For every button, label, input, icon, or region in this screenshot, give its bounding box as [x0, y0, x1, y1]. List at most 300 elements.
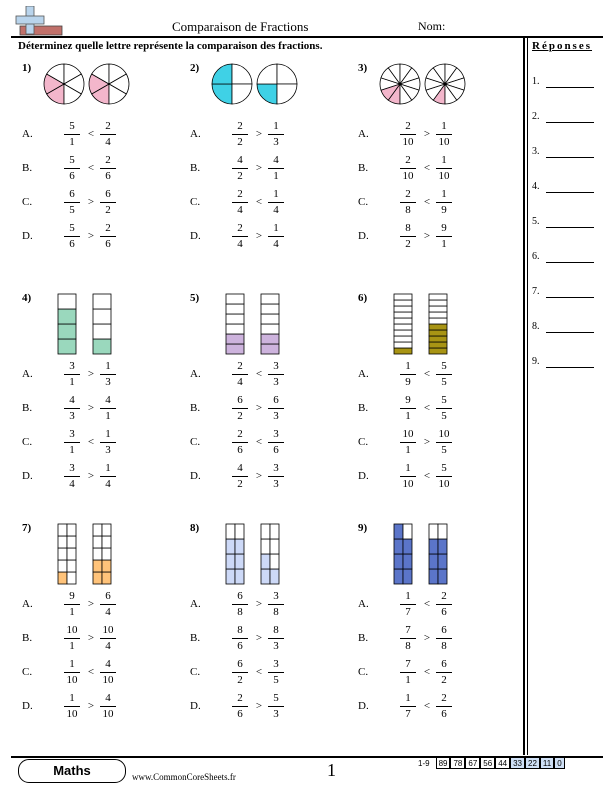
- cell: [102, 524, 111, 536]
- choice-letter: D.: [358, 230, 369, 242]
- numerator: 7: [400, 658, 416, 673]
- right-fraction: [100, 120, 116, 149]
- numerator: 2: [400, 154, 416, 169]
- cell: [261, 324, 279, 334]
- shaded-cell: [403, 539, 412, 554]
- choice-d: [358, 462, 518, 492]
- cell: [270, 524, 279, 539]
- page-title: Comparaison de Fractions: [172, 19, 309, 34]
- numerator: 1: [436, 120, 452, 135]
- choice-c: [358, 658, 518, 688]
- denominator: 6: [273, 444, 279, 456]
- numerator: 5: [64, 120, 80, 135]
- denominator: 6: [441, 708, 447, 720]
- denominator: 1: [69, 136, 75, 148]
- numerator: 2: [400, 120, 416, 135]
- comparison-operator: <: [255, 666, 263, 678]
- right-fraction: [100, 394, 116, 423]
- numerator: 1: [400, 590, 416, 605]
- denominator: 2: [441, 674, 447, 686]
- right-fraction: [100, 692, 116, 721]
- denominator: 5: [441, 444, 447, 456]
- cell: [67, 560, 76, 572]
- numerator: 1: [64, 692, 80, 707]
- problem-number: 4): [22, 292, 32, 304]
- shaded-cell: [58, 309, 76, 324]
- left-fraction: [64, 154, 80, 183]
- answer-number: 4.: [532, 181, 540, 192]
- choice-letter: A.: [190, 368, 201, 380]
- numerator: 6: [100, 590, 116, 605]
- comparison-operator: <: [255, 196, 263, 208]
- shaded-cell: [93, 572, 102, 584]
- cell: [102, 548, 111, 560]
- shaded-cell: [235, 539, 244, 554]
- left-fraction: [64, 462, 80, 491]
- numerator: 2: [232, 222, 248, 237]
- denominator: 2: [237, 410, 243, 422]
- left-fraction: [232, 428, 248, 457]
- cell: [67, 572, 76, 584]
- cell: [226, 324, 244, 334]
- left-fraction: [64, 360, 80, 389]
- numerator: 1: [436, 188, 452, 203]
- cell: [394, 318, 412, 324]
- shaded-cell: [235, 569, 244, 584]
- denominator: 1: [405, 674, 411, 686]
- comparison-operator: >: [255, 700, 263, 712]
- denominator: 5: [441, 410, 447, 422]
- numerator: 8: [268, 624, 284, 639]
- shaded-cell: [93, 339, 111, 354]
- numerator: 4: [100, 394, 116, 409]
- score-cell: 78: [450, 757, 465, 769]
- comparison-operator: <: [255, 436, 263, 448]
- problem-1: [22, 62, 182, 302]
- comparison-operator: <: [87, 436, 95, 448]
- answer-line[interactable]: [546, 227, 594, 228]
- numerator: 5: [64, 222, 80, 237]
- numerator: 5: [268, 692, 284, 707]
- choice-letter: C.: [358, 196, 369, 208]
- denominator: 1: [69, 376, 75, 388]
- comparison-operator: <: [423, 666, 431, 678]
- denominator: 4: [273, 238, 279, 250]
- score-row: [416, 757, 565, 769]
- choice-a: [358, 360, 518, 390]
- right-fraction: [268, 462, 284, 491]
- denominator: 4: [105, 478, 111, 490]
- left-fraction: [232, 462, 248, 491]
- subject-badge: Maths: [18, 759, 126, 783]
- numerator: 2: [232, 692, 248, 707]
- comparison-operator: >: [255, 128, 263, 140]
- denominator: 4: [105, 640, 111, 652]
- numerator: 3: [268, 360, 284, 375]
- cell: [394, 306, 412, 312]
- numerator: 6: [268, 394, 284, 409]
- problem-number: 5): [190, 292, 200, 304]
- answer-line[interactable]: [546, 122, 594, 123]
- denominator: 2: [105, 204, 111, 216]
- choice-d: [22, 692, 182, 722]
- denominator: 5: [69, 204, 75, 216]
- denominator: 6: [237, 640, 243, 652]
- choice-c: [190, 428, 350, 458]
- numerator: 1: [64, 658, 80, 673]
- problem-number: 1): [22, 62, 32, 74]
- choice-d: [190, 692, 350, 722]
- shaded-cell: [261, 569, 270, 584]
- choice-d: [22, 462, 182, 492]
- shaded-cell: [394, 348, 412, 354]
- choice-b: [358, 624, 518, 654]
- shaded-cell: [93, 560, 102, 572]
- denominator: 10: [66, 708, 78, 720]
- choice-a: [358, 590, 518, 620]
- answer-line[interactable]: [546, 262, 594, 263]
- comparison-operator: <: [423, 700, 431, 712]
- cell: [429, 524, 438, 539]
- denominator: 3: [69, 410, 75, 422]
- sector: [232, 84, 252, 104]
- right-fraction: [100, 360, 116, 389]
- denominator: 10: [402, 478, 414, 490]
- numerator: 3: [64, 462, 80, 477]
- choice-b: [22, 624, 182, 654]
- denominator: 8: [441, 640, 447, 652]
- denominator: 3: [273, 376, 279, 388]
- left-fraction: [400, 120, 416, 149]
- header-divider: [11, 36, 603, 38]
- choice-d: [190, 222, 350, 252]
- numerator: 9: [400, 394, 416, 409]
- cell: [394, 312, 412, 318]
- shaded-cell: [403, 554, 412, 569]
- answer-line[interactable]: [546, 87, 594, 88]
- denominator: 10: [438, 136, 450, 148]
- shaded-cell: [438, 569, 447, 584]
- comparison-operator: >: [87, 598, 95, 610]
- shaded-cell: [429, 554, 438, 569]
- right-fraction: [100, 624, 116, 653]
- choice-a: [190, 590, 350, 620]
- denominator: 4: [69, 478, 75, 490]
- left-fraction: [64, 394, 80, 423]
- cell: [261, 539, 270, 554]
- right-fraction: [436, 222, 452, 251]
- shaded-cell: [438, 554, 447, 569]
- right-fraction: [100, 590, 116, 619]
- choice-letter: B.: [190, 402, 201, 414]
- score-label: 1-9: [418, 758, 430, 768]
- shaded-cell: [429, 569, 438, 584]
- comparison-operator: >: [423, 436, 431, 448]
- cell: [67, 524, 76, 536]
- right-fraction: [100, 188, 116, 217]
- problem-8: [190, 522, 350, 762]
- choice-letter: C.: [358, 666, 369, 678]
- cell: [261, 314, 279, 324]
- name-label: Nom:: [418, 19, 446, 33]
- denominator: 4: [237, 376, 243, 388]
- cell: [58, 536, 67, 548]
- choice-letter: B.: [22, 402, 33, 414]
- denominator: 6: [69, 170, 75, 182]
- choice-c: [22, 188, 182, 218]
- problem-number: 6): [358, 292, 368, 304]
- numerator: 4: [268, 154, 284, 169]
- cell: [261, 304, 279, 314]
- left-fraction: [400, 590, 416, 619]
- cell: [93, 309, 111, 324]
- denominator: 3: [273, 410, 279, 422]
- numerator: 10: [64, 624, 80, 639]
- right-fraction: [268, 188, 284, 217]
- denominator: 9: [405, 376, 411, 388]
- plus-logo-icon: [14, 6, 70, 36]
- choice-letter: A.: [190, 128, 201, 140]
- numerator: 6: [232, 394, 248, 409]
- numerator: 4: [64, 394, 80, 409]
- denominator: 6: [105, 238, 111, 250]
- right-fraction: [436, 188, 452, 217]
- right-fraction: [436, 428, 452, 457]
- cell: [235, 524, 244, 539]
- comparison-operator: >: [87, 230, 95, 242]
- left-fraction: [232, 590, 248, 619]
- left-fraction: [232, 692, 248, 721]
- numerator: 2: [232, 360, 248, 375]
- comparison-operator: >: [255, 230, 263, 242]
- numerator: 1: [100, 462, 116, 477]
- numerator: 6: [436, 624, 452, 639]
- right-fraction: [436, 154, 452, 183]
- numerator: 2: [400, 188, 416, 203]
- denominator: 1: [405, 410, 411, 422]
- right-fraction: [436, 360, 452, 389]
- cell: [67, 536, 76, 548]
- denominator: 5: [441, 376, 447, 388]
- left-fraction: [232, 120, 248, 149]
- sector: [277, 84, 297, 104]
- cell: [93, 524, 102, 536]
- problem-2: [190, 62, 350, 302]
- choice-c: [358, 188, 518, 218]
- cell: [67, 548, 76, 560]
- cell: [429, 318, 447, 324]
- denominator: 7: [405, 708, 411, 720]
- problem-6: [358, 292, 518, 532]
- shaded-cell: [438, 539, 447, 554]
- shaded-cell: [429, 324, 447, 330]
- right-fraction: [100, 462, 116, 491]
- cell: [93, 294, 111, 309]
- choice-letter: D.: [358, 470, 369, 482]
- right-fraction: [100, 154, 116, 183]
- answer-line[interactable]: [546, 332, 594, 333]
- numerator: 9: [64, 590, 80, 605]
- left-fraction: [232, 154, 248, 183]
- numerator: 8: [232, 624, 248, 639]
- cell: [394, 324, 412, 330]
- right-fraction: [268, 590, 284, 619]
- choice-letter: D.: [190, 470, 201, 482]
- answer-line[interactable]: [546, 192, 594, 193]
- numerator: 3: [268, 428, 284, 443]
- denominator: 6: [237, 444, 243, 456]
- left-fraction: [232, 394, 248, 423]
- instructions: Déterminez quelle lettre représente la comparaison des fractions.: [18, 40, 323, 52]
- left-fraction: [400, 360, 416, 389]
- choice-a: [358, 120, 518, 150]
- answer-number: 6.: [532, 251, 540, 262]
- choice-c: [358, 428, 518, 458]
- score-cell: 44: [495, 757, 510, 769]
- comparison-operator: >: [423, 230, 431, 242]
- choice-a: [190, 360, 350, 390]
- score-cell: 0: [554, 757, 564, 769]
- comparison-operator: >: [87, 196, 95, 208]
- shaded-cell: [429, 342, 447, 348]
- denominator: 4: [105, 136, 111, 148]
- answers-divider: [523, 37, 525, 755]
- choice-letter: B.: [190, 632, 201, 644]
- numerator: 2: [100, 120, 116, 135]
- numerator: 3: [268, 658, 284, 673]
- cell: [93, 548, 102, 560]
- choice-letter: A.: [22, 598, 33, 610]
- numerator: 3: [64, 428, 80, 443]
- denominator: 4: [237, 204, 243, 216]
- choice-d: [22, 222, 182, 252]
- numerator: 6: [100, 188, 116, 203]
- choice-letter: B.: [358, 632, 369, 644]
- right-fraction: [436, 624, 452, 653]
- comparison-operator: >: [423, 128, 431, 140]
- denominator: 8: [405, 640, 411, 652]
- shaded-cell: [226, 334, 244, 344]
- cell: [93, 324, 111, 339]
- denominator: 9: [441, 204, 447, 216]
- choice-b: [22, 394, 182, 424]
- choice-letter: D.: [22, 470, 33, 482]
- right-fraction: [436, 658, 452, 687]
- shaded-cell: [261, 554, 270, 569]
- denominator: 5: [273, 674, 279, 686]
- shaded-cell: [235, 554, 244, 569]
- cell: [429, 300, 447, 306]
- shaded-sector: [212, 84, 232, 104]
- sector: [277, 64, 297, 84]
- choice-d: [358, 692, 518, 722]
- choice-b: [190, 624, 350, 654]
- answer-line[interactable]: [546, 157, 594, 158]
- problem-4: [22, 292, 182, 532]
- denominator: 6: [105, 170, 111, 182]
- denominator: 3: [273, 640, 279, 652]
- score-cell: 89: [436, 757, 451, 769]
- choice-letter: C.: [22, 436, 33, 448]
- cell: [394, 294, 412, 300]
- problem-9: [358, 522, 518, 762]
- score-cell: 11: [540, 757, 554, 769]
- cell: [394, 300, 412, 306]
- choice-d: [190, 462, 350, 492]
- numerator: 2: [100, 222, 116, 237]
- denominator: 8: [405, 204, 411, 216]
- choice-letter: D.: [22, 700, 33, 712]
- choice-letter: A.: [22, 368, 33, 380]
- comparison-operator: <: [87, 162, 95, 174]
- numerator: 7: [400, 624, 416, 639]
- numerator: 6: [232, 658, 248, 673]
- choice-b: [358, 394, 518, 424]
- comparison-operator: <: [87, 128, 95, 140]
- denominator: 1: [105, 410, 111, 422]
- left-fraction: [64, 624, 80, 653]
- denominator: 10: [66, 674, 78, 686]
- choice-letter: D.: [22, 230, 33, 242]
- problem-number: 3): [358, 62, 368, 74]
- shaded-cell: [226, 539, 235, 554]
- numerator: 2: [232, 188, 248, 203]
- numerator: 5: [436, 360, 452, 375]
- answer-line[interactable]: [546, 297, 594, 298]
- left-fraction: [64, 692, 80, 721]
- left-fraction: [232, 222, 248, 251]
- numerator: 2: [436, 590, 452, 605]
- comparison-operator: >: [423, 632, 431, 644]
- shaded-cell: [226, 554, 235, 569]
- right-fraction: [268, 394, 284, 423]
- right-fraction: [100, 428, 116, 457]
- comparison-operator: >: [255, 598, 263, 610]
- numerator: 10: [100, 624, 116, 639]
- shaded-cell: [403, 569, 412, 584]
- denominator: 10: [402, 170, 414, 182]
- shaded-cell: [394, 539, 403, 554]
- choice-a: [190, 120, 350, 150]
- cell: [226, 304, 244, 314]
- left-fraction: [400, 462, 416, 491]
- denominator: 3: [105, 376, 111, 388]
- cell: [403, 524, 412, 539]
- shaded-cell: [394, 569, 403, 584]
- right-fraction: [436, 590, 452, 619]
- cell: [261, 524, 270, 539]
- denominator: 2: [237, 170, 243, 182]
- choice-b: [22, 154, 182, 184]
- numerator: 1: [400, 360, 416, 375]
- choice-letter: B.: [22, 162, 33, 174]
- shaded-cell: [270, 569, 279, 584]
- shaded-cell: [102, 572, 111, 584]
- problem-3: [358, 62, 518, 302]
- comparison-operator: >: [87, 632, 95, 644]
- shaded-cell: [58, 572, 67, 584]
- numerator: 2: [436, 692, 452, 707]
- numerator: 1: [436, 154, 452, 169]
- sector: [257, 64, 277, 84]
- numerator: 2: [100, 154, 116, 169]
- comparison-operator: >: [255, 470, 263, 482]
- denominator: 3: [273, 478, 279, 490]
- choice-letter: B.: [22, 632, 33, 644]
- numerator: 5: [436, 462, 452, 477]
- answer-line[interactable]: [546, 367, 594, 368]
- numerator: 9: [436, 222, 452, 237]
